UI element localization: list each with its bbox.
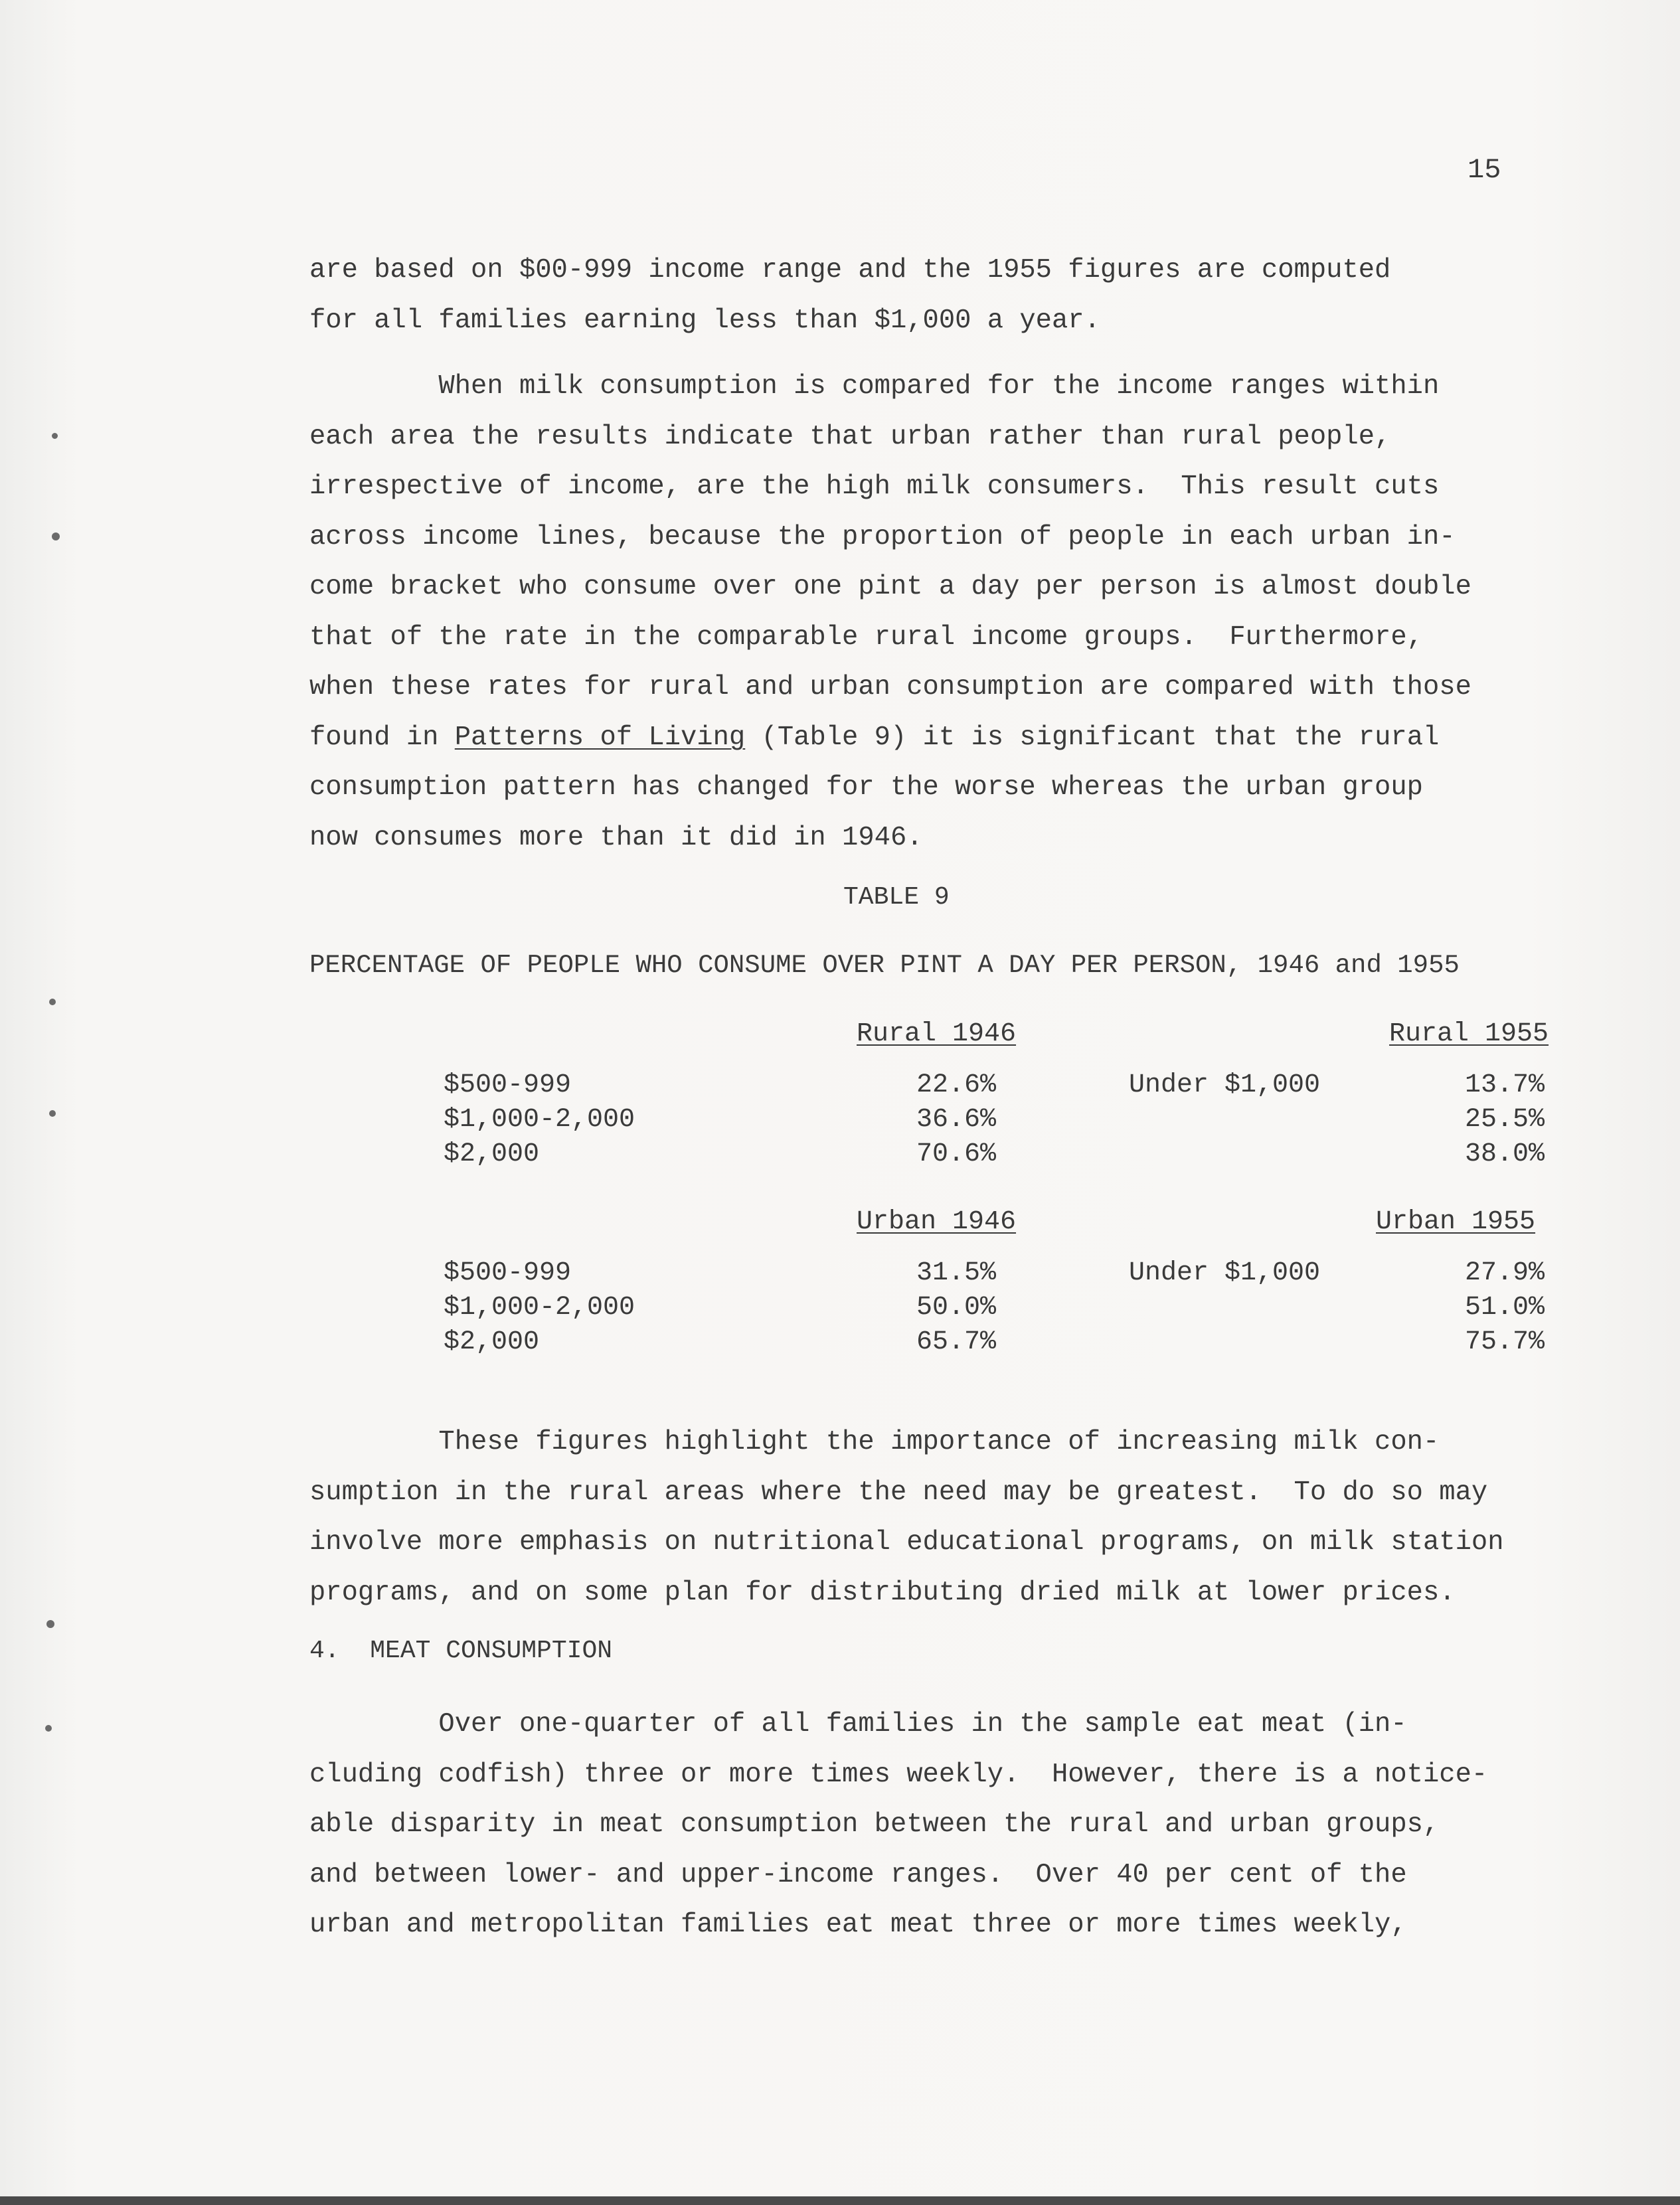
income-label: $1,000-2,000	[444, 1105, 635, 1135]
text-line: These figures highlight the importance of increasing milk con-	[309, 1427, 1440, 1457]
paragraph-income-note	[309, 246, 1571, 346]
underlined-title: Patterns of Living	[454, 722, 746, 753]
text-line: cluding codfish) three or more times weekly. However, there is a notice-	[309, 1759, 1488, 1790]
value-rural-1946: 70.6%	[916, 1139, 996, 1169]
value-urban-1946: 65.7%	[916, 1327, 996, 1357]
text-line: involve more emphasis on nutritional educational programs, on milk station	[309, 1527, 1504, 1558]
value-urban-1955: 51.0%	[1464, 1293, 1545, 1323]
income-label: $500-999	[444, 1070, 572, 1100]
value-rural-1955: 25.5%	[1464, 1105, 1545, 1135]
table-caption: PERCENTAGE OF PEOPLE WHO CONSUME OVER PINT A DAY PER PERSON, 1946 and 1955	[309, 951, 1460, 980]
text-line: come bracket who consume over one pint a day per person is almost double	[309, 572, 1471, 602]
value-rural-1946: 22.6%	[916, 1070, 996, 1100]
text-line: are based on $00-999 income range and the 1955 figures are computed	[309, 255, 1391, 286]
under-income-label: Under $1,000	[1129, 1070, 1321, 1100]
text-line: able disparity in meat consumption between the rural and urban groups,	[309, 1809, 1440, 1840]
binder-hole-mark	[49, 999, 56, 1005]
column-header-rural-1946: Rural 1946	[857, 1019, 1017, 1049]
value-urban-1946: 31.5%	[916, 1258, 996, 1288]
text-line: When milk consumption is compared for the income ranges within	[309, 371, 1440, 402]
text-line	[309, 713, 1571, 764]
income-label: $1,000-2,000	[444, 1293, 635, 1323]
income-label: $2,000	[444, 1327, 540, 1357]
value-urban-1955: 75.7%	[1464, 1327, 1545, 1357]
value-rural-1955: 13.7%	[1464, 1070, 1545, 1100]
text-line: for all families earning less than $1,000 a year.	[309, 305, 1100, 336]
income-label: $2,000	[444, 1139, 540, 1169]
text-line: across income lines, because the proportion of people in each urban in-	[309, 521, 1456, 552]
text-segment: (Table 9) it is significant that the rural	[745, 722, 1440, 753]
binder-hole-mark	[46, 1620, 54, 1628]
text-line: programs, and on some plan for distributing dried milk at lower prices.	[309, 1577, 1456, 1608]
under-income-label: Under $1,000	[1129, 1258, 1321, 1288]
binder-hole-mark	[52, 433, 58, 439]
text-line: now consumes more than it did in 1946.	[309, 822, 923, 853]
table-title: TABLE 9	[843, 883, 950, 912]
paragraph-meat-consumption	[309, 1700, 1571, 1951]
page-number: 15	[1468, 154, 1501, 186]
scan-bottom-edge	[0, 2196, 1680, 2205]
value-rural-1955: 38.0%	[1464, 1139, 1545, 1169]
text-line: that of the rate in the comparable rural income groups. Furthermore,	[309, 621, 1423, 653]
column-header-urban-1946: Urban 1946	[857, 1207, 1017, 1237]
text-line: irrespective of income, are the high milk consumers. This result cuts	[309, 471, 1440, 502]
binder-hole-mark	[49, 1110, 56, 1117]
text-segment: found in	[309, 722, 455, 753]
value-urban-1946: 50.0%	[916, 1293, 996, 1323]
value-urban-1955: 27.9%	[1464, 1258, 1545, 1288]
text-line: each area the results indicate that urban rather than rural people,	[309, 421, 1391, 452]
column-header-rural-1955: Rural 1955	[1389, 1019, 1549, 1049]
text-line: and between lower- and upper-income ranges. Over 40 per cent of the	[309, 1859, 1407, 1890]
column-header-urban-1955: Urban 1955	[1376, 1207, 1536, 1237]
value-rural-1946: 36.6%	[916, 1105, 996, 1135]
text-line: when these rates for rural and urban consumption are compared with those	[309, 672, 1471, 702]
binder-hole-mark	[52, 532, 60, 540]
paragraph-milk-comparison	[309, 362, 1571, 863]
section-heading: 4. MEAT CONSUMPTION	[309, 1637, 613, 1665]
binder-hole-mark	[45, 1725, 52, 1732]
text-line: urban and metropolitan families eat meat three or more times weekly,	[309, 1910, 1407, 1940]
text-line: consumption pattern has changed for the worse whereas the urban group	[309, 772, 1423, 803]
income-label: $500-999	[444, 1258, 572, 1288]
paragraph-milk-highlights	[309, 1418, 1571, 1618]
text-line: sumption in the rural areas where the need may be greatest. To do so may	[309, 1477, 1488, 1508]
text-line: Over one-quarter of all families in the sample eat meat (in-	[309, 1709, 1407, 1740]
